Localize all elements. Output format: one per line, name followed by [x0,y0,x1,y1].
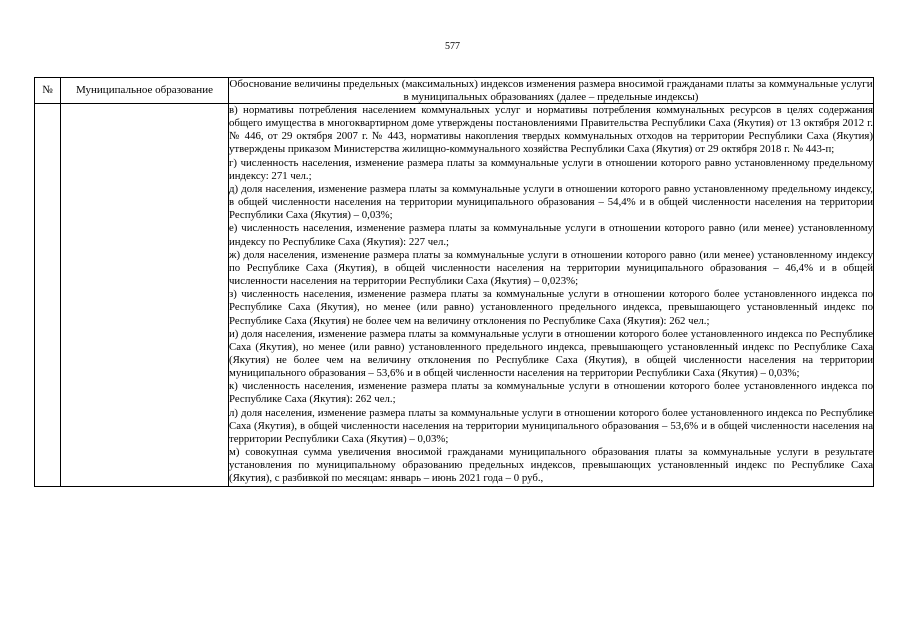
header-number: № [35,78,61,104]
paragraph-m: м) совокупная сумма увеличения вносимой гражданами муниципального образования платы за коммунальные услуги в результате установления по муниципальному образованию предельных индексов, превышающих установленный индекс по Республике Саха (Якутия), с разбивкой по месяцам: январь – июнь 2021 года – 0 руб., [229,446,873,485]
justification-table [34,77,874,487]
paragraph-z: з) численность населения, изменение размера платы за коммунальные услуги в отношении которого более установленного индекса по Республике Саха (Якутия), но менее (или равно) установленного предельного индекса, превышающего установленный индекс по Республике Саха (Якутия) не более чем на величину отклонения по Республике Саха (Якутия): 262 чел.; [229,288,873,327]
header-justification: Обоснование величины предельных (максимальных) индексов изменения размера вносимой гражданами платы за коммунальные услуги в муниципальных образованиях (далее – предельные индексы) [229,78,873,103]
paragraph-d: д) доля населения, изменение размера платы за коммунальные услуги в отношении которого равно установленному предельному индексу, в общей численности населения на территории муниципального образования – 54,4% и в общей численности населения на территории Республики Саха (Якутия) – 0,03%; [229,182,873,222]
page-number: 577 [445,41,460,52]
cell-municipality [61,104,229,487]
paragraph-g: г) численность населения, изменение размера платы за коммунальные услуги в отношении которого равно установленному предельному индексу: 271 чел.; [229,156,873,182]
paragraph-e: е) численность населения, изменение размера платы за коммунальные услуги в отношении которого равно (или менее) установленному индексу по Республике Саха (Якутия): 227 чел.; [229,222,873,248]
table-header-row [35,78,874,104]
paragraph-l: л) доля населения, изменение размера платы за коммунальные услуги в отношении которого более установленного индекса по Республике Саха (Якутия), в общей численности населения на территории муниципального образования – 53,6% и в общей численности населения на территории Республики Саха (Якутия) – 0,03%; [229,406,873,445]
header-municipality: Муниципальное образование [61,78,229,104]
table-row [35,104,874,487]
cell-justification [229,104,874,487]
paragraph-k: к) численность населения, изменение размера платы за коммунальные услуги в отношении которого более установленного индекса по Республике Саха (Якутия): 262 чел.; [229,380,873,406]
cell-number [35,104,61,487]
paragraph-v: в) нормативы потребления населением коммунальных услуг и нормативы потребления коммунальных ресурсов в целях содержания общего имущества в многоквартирном доме утверждены постановлениями Правительства Республики Саха (Якутия) от 13 октября 2012 г. № 446, от 29 октября 2007 г. № 443, нормативы накопления твердых коммунальных отходов на территории Республики Саха (Якутия) утверждены приказом Министерства жилищно-коммунального хозяйства Республики Саха (Якутия) от 29 октября 2018 г. № 443-п; [229,104,873,156]
paragraph-i: и) доля населения, изменение размера платы за коммунальные услуги в отношении которого более установленного индекса по Республике Саха (Якутия), но менее (или равно) установленного предельного индекса, превышающего установленный индекс по Республике Саха (Якутия) не более чем на величину отклонения по Республике Саха (Якутия), в общей численности населения на территории муниципального образования – 53,6% и в общей численности населения на территории Республики Саха (Якутия) – 0,03%; [229,327,873,380]
paragraph-zh: ж) доля населения, изменение размера платы за коммунальные услуги в отношении которого равно (или менее) установленному индексу по Республике Саха (Якутия), в общей численности населения на территории муниципального образования – 46,4% и в общей численности населения на территории Республики Саха (Якутия) – 0,023%; [229,248,873,288]
